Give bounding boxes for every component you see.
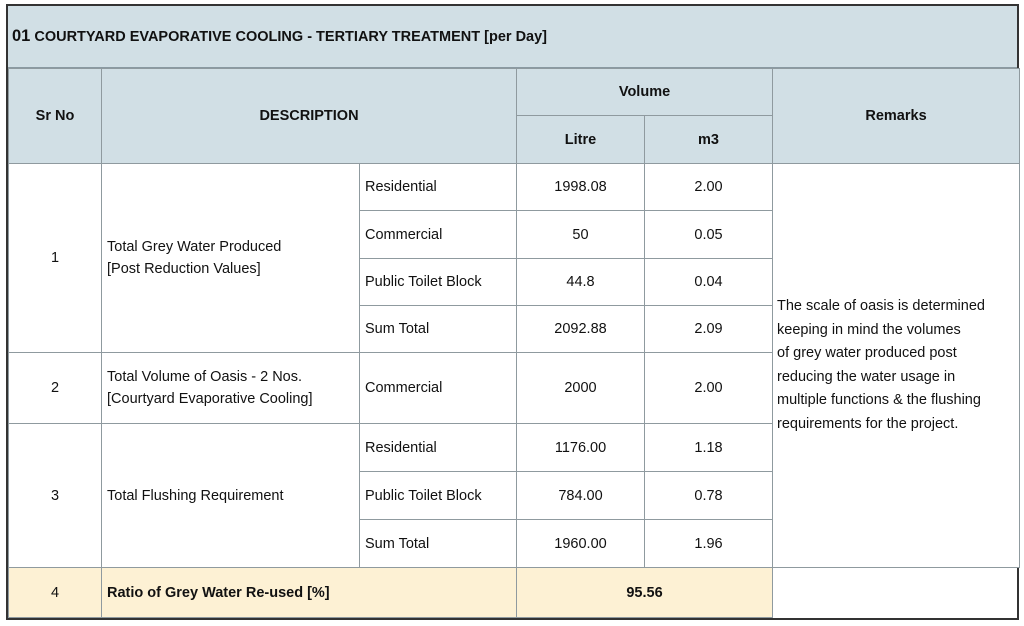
title-number: 01	[12, 27, 31, 45]
header-description: DESCRIPTION	[102, 69, 517, 164]
sr-no-cell: 3	[9, 424, 102, 568]
header-volume: Volume	[517, 69, 773, 116]
ratio-value: 95.56	[517, 568, 773, 618]
description-line: Total Volume of Oasis - 2 Nos.	[107, 369, 303, 385]
description-line: Total Flushing Requirement	[107, 487, 284, 504]
header-m3: m3	[645, 116, 773, 164]
m3-cell: 0.05	[645, 211, 773, 259]
remarks-line: keeping in mind the volumes	[777, 321, 961, 338]
remarks-line: of grey water produced post	[777, 345, 957, 361]
litre-cell: 1998.08	[517, 164, 645, 211]
category-cell: Commercial	[360, 353, 517, 424]
sr-no-cell: 2	[9, 353, 102, 424]
remarks-line: reducing the water usage in	[777, 368, 956, 385]
description-cell	[102, 353, 360, 424]
litre-cell: 1960.00	[517, 520, 645, 568]
m3-cell: 0.78	[645, 472, 773, 520]
m3-cell: 1.96	[645, 520, 773, 568]
description-line: [Post Reduction Values]	[107, 261, 261, 277]
litre-cell: 50	[517, 211, 645, 259]
sr-no-cell: 4	[9, 568, 102, 618]
description-line: Total Grey Water Produced	[107, 239, 282, 255]
remarks-line: requirements for the project.	[777, 415, 959, 432]
m3-cell: 0.04	[645, 259, 773, 306]
remarks-cell	[773, 164, 1020, 568]
ratio-label: Ratio of Grey Water Re-used [%]	[102, 568, 517, 618]
m3-cell: 2.00	[645, 353, 773, 424]
table-row	[9, 164, 1020, 211]
litre-cell: 1176.00	[517, 424, 645, 472]
ratio-row	[9, 568, 1020, 618]
category-cell: Residential	[360, 164, 517, 211]
sr-no-cell: 1	[9, 164, 102, 353]
category-cell: Public Toilet Block	[360, 472, 517, 520]
litre-cell: 44.8	[517, 259, 645, 306]
header-remarks: Remarks	[773, 69, 1020, 164]
header-sr-no: Sr No	[9, 69, 102, 164]
table-title	[8, 6, 1017, 68]
data-table	[8, 68, 1020, 618]
category-cell: Sum Total	[360, 306, 517, 353]
title-text: COURTYARD EVAPORATIVE COOLING - TERTIARY TREATMENT [per Day]	[34, 28, 547, 45]
m3-cell: 2.09	[645, 306, 773, 353]
m3-cell: 2.00	[645, 164, 773, 211]
remarks-line: The scale of oasis is determined	[777, 298, 985, 314]
litre-cell: 2000	[517, 353, 645, 424]
description-cell	[102, 164, 360, 353]
litre-cell: 2092.88	[517, 306, 645, 353]
litre-cell: 784.00	[517, 472, 645, 520]
category-cell: Public Toilet Block	[360, 259, 517, 306]
remarks-line: multiple functions & the flushing	[777, 392, 981, 408]
category-cell: Sum Total	[360, 520, 517, 568]
category-cell: Residential	[360, 424, 517, 472]
description-line: [Courtyard Evaporative Cooling]	[107, 391, 313, 407]
description-cell	[102, 424, 360, 568]
header-litre: Litre	[517, 116, 645, 164]
category-cell: Commercial	[360, 211, 517, 259]
m3-cell: 1.18	[645, 424, 773, 472]
